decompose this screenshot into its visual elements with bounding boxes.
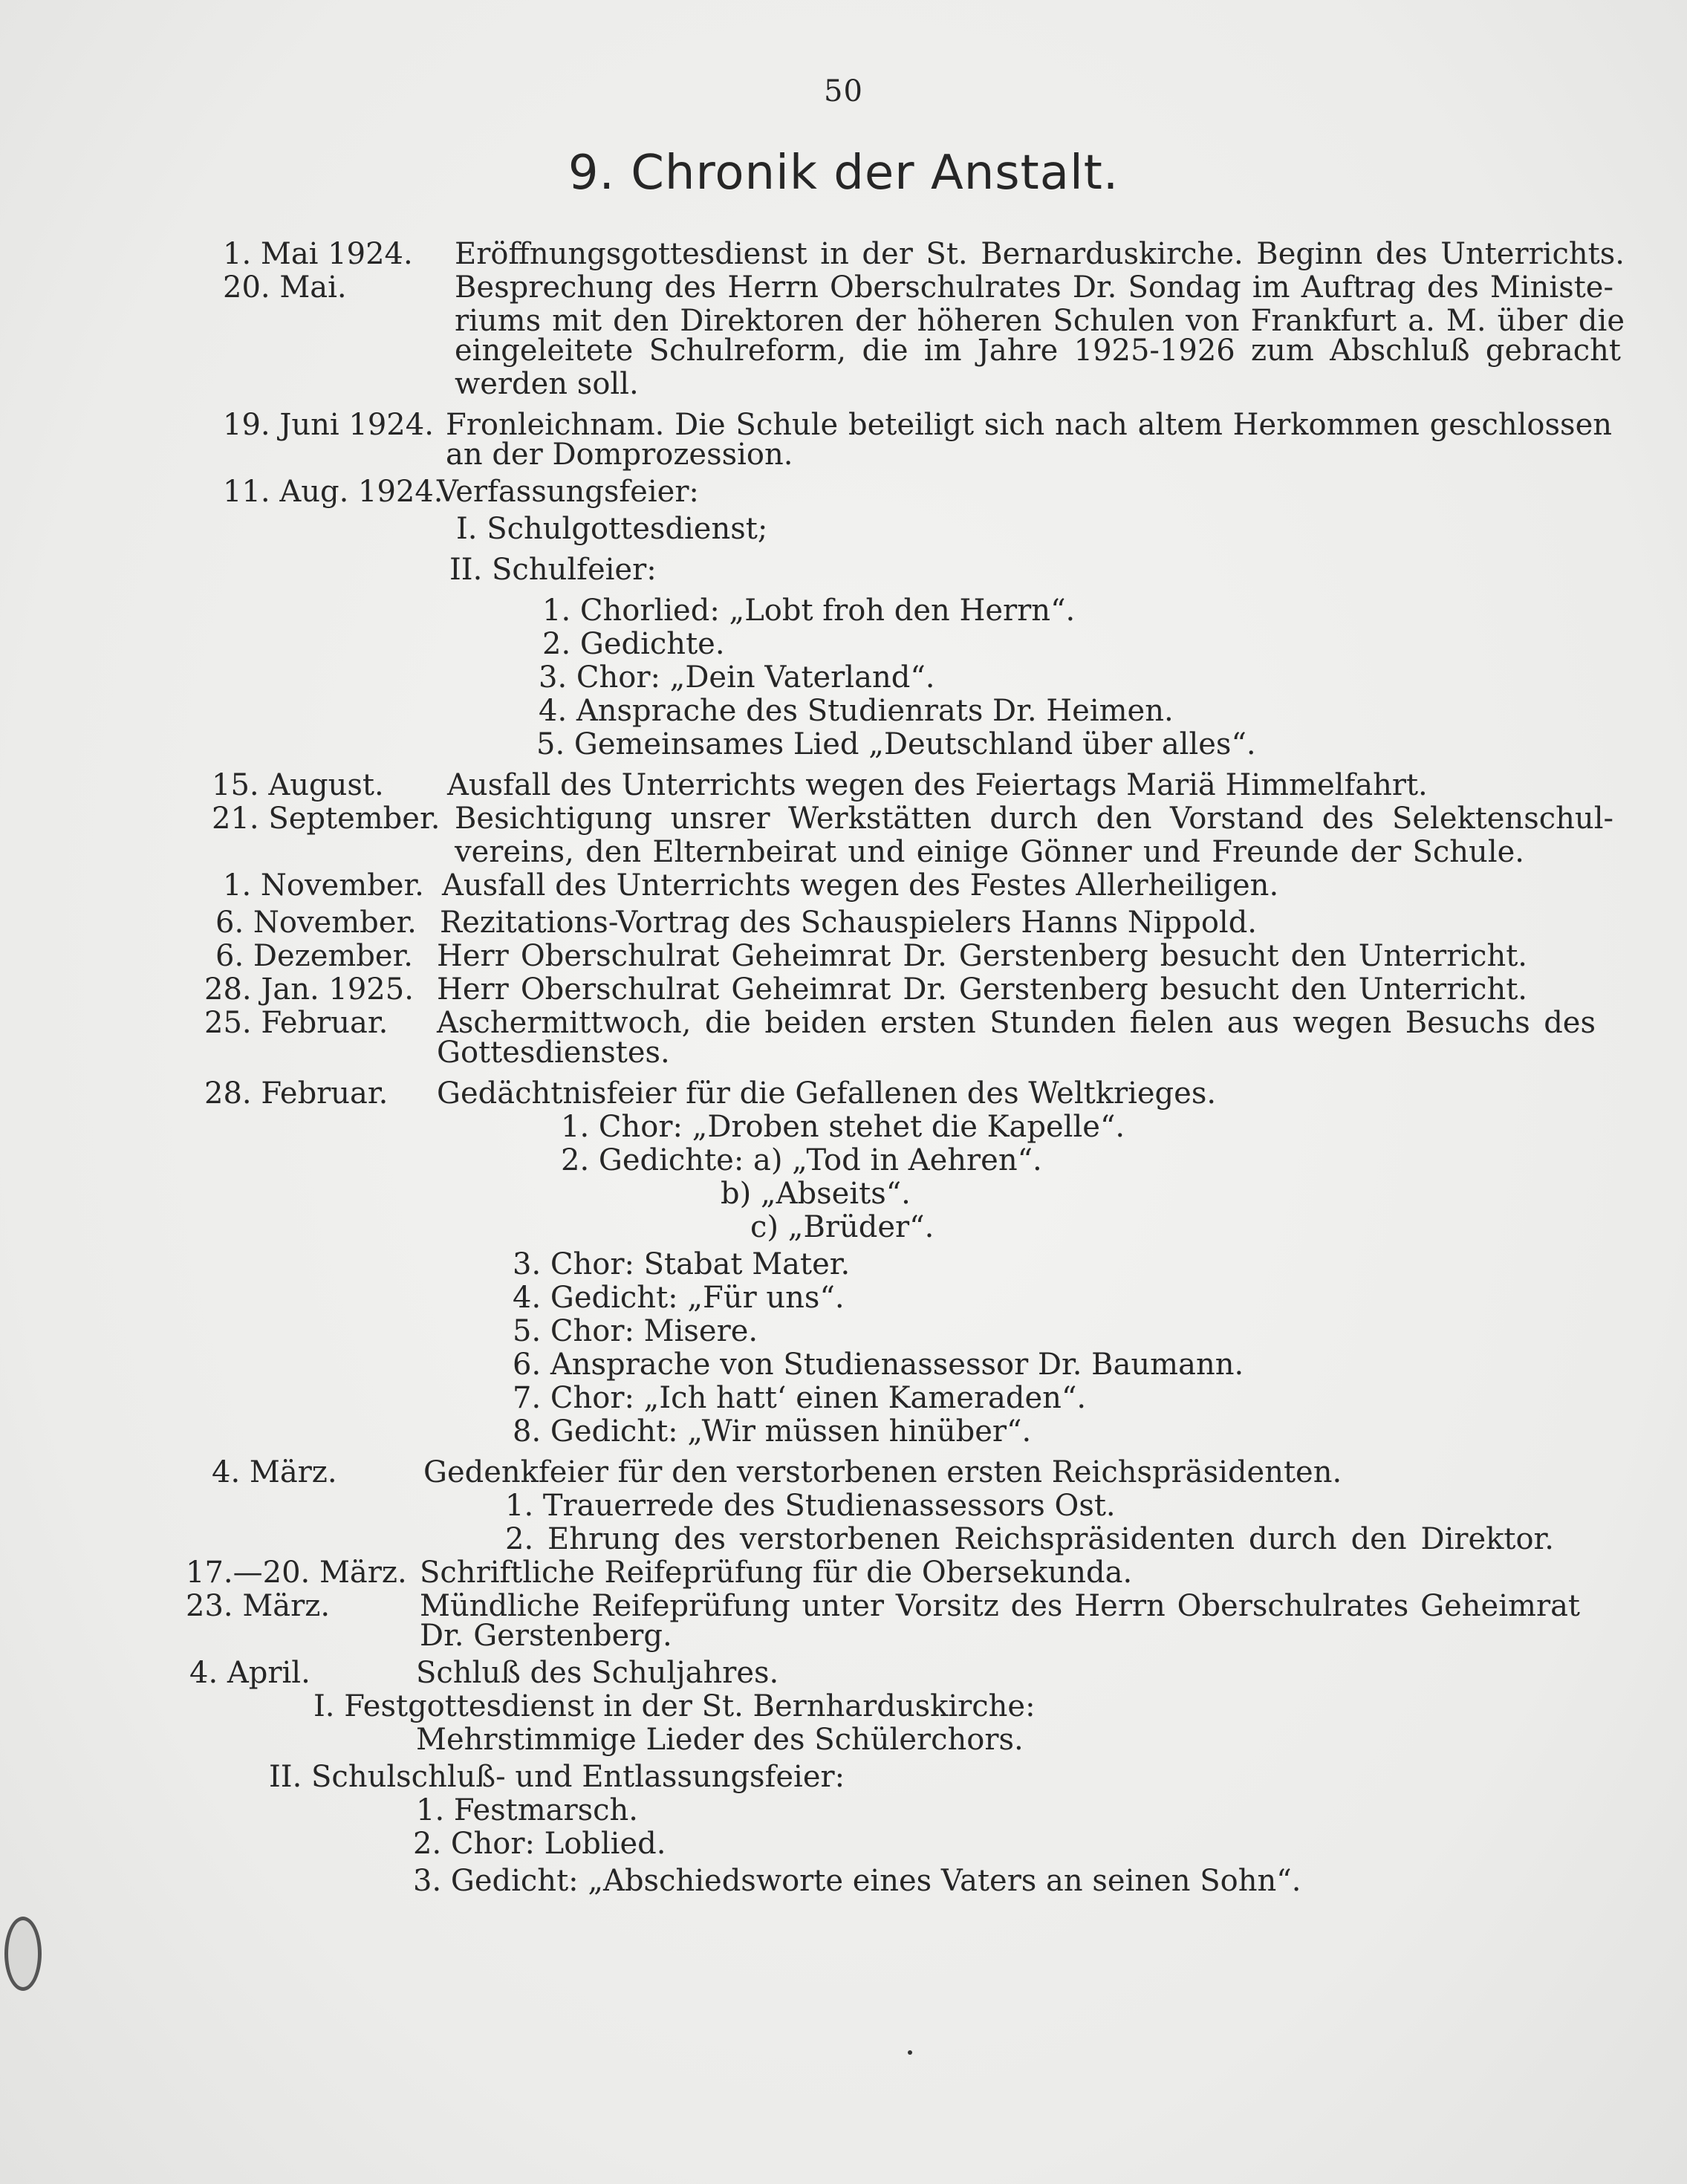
entry-text: Ausfall des Unterrichts wegen des Festes Allerheiligen. <box>442 868 1279 903</box>
entry-text: 7. Chor: „Ich hatt‘ einen Kameraden“. <box>513 1381 1087 1415</box>
entry-text: werden soll. <box>455 367 639 401</box>
entry-text: Dr. Gerstenberg. <box>420 1619 672 1653</box>
entry-text: c) „Brüder“. <box>750 1210 934 1244</box>
entry-text: 1. Festmarsch. <box>416 1793 639 1827</box>
entry-date: 25. Februar. <box>204 1006 389 1040</box>
entry-text: II. Schulschluß- und Entlassungsfeier: <box>269 1760 845 1794</box>
entry-text: I. Festgottesdienst in der St. Bernharduskirche: <box>313 1689 1036 1723</box>
punch-hole <box>4 1917 42 1991</box>
entry-text: 5. Chor: Misere. <box>513 1314 758 1348</box>
entry-text: Besprechung des Herrn Oberschulrates Dr. Sondag im Auftrag des Ministe- <box>455 270 1613 305</box>
entry-text: eingeleitete Schulreform, die im Jahre 1925-1926 zum Abschluß gebracht <box>455 334 1621 368</box>
entry-date: 28. Jan. 1925. <box>204 972 414 1007</box>
entry-text: Schriftliche Reifeprüfung für die Obersekunda. <box>420 1556 1133 1590</box>
entry-text: b) „Abseits“. <box>721 1177 911 1211</box>
entry-text: Gedächtnisfeier für die Gefallenen des Weltkrieges. <box>437 1076 1217 1111</box>
entry-date: 1. Mai 1924. <box>223 237 413 271</box>
entry-text: 3. Chor: „Dein Vaterland“. <box>539 660 935 695</box>
entry-text: 1. Trauerrede des Studienassessors Ost. <box>505 1489 1116 1523</box>
entry-text: 3. Chor: Stabat Mater. <box>513 1247 851 1281</box>
entry-text: an der Domprozession. <box>446 438 793 472</box>
entry-text: 3. Gedicht: „Abschiedsworte eines Vaters an seinen Sohn“. <box>413 1864 1301 1898</box>
entry-date: 6. Dezember. <box>215 939 414 973</box>
footer-mark <box>908 2050 912 2055</box>
entry-date: 6. November. <box>215 906 417 940</box>
entry-date: 23. März. <box>186 1589 331 1623</box>
entry-date: 4. April. <box>189 1656 311 1690</box>
page-title: 9. Chronik der Anstalt. <box>568 146 1119 201</box>
entry-text: Schluß des Schuljahres. <box>416 1656 779 1690</box>
entry-text: 4. Ansprache des Studienrats Dr. Heimen. <box>539 694 1174 728</box>
entry-text: Mehrstimmige Lieder des Schülerchors. <box>416 1723 1024 1757</box>
entry-text: I. Schulgottesdienst; <box>456 512 768 546</box>
entry-text: Verfassungsfeier: <box>437 475 699 509</box>
entry-date: 4. März. <box>212 1455 337 1489</box>
entry-text: 1. Chor: „Droben stehet die Kapelle“. <box>561 1110 1125 1144</box>
entry-text: Ausfall des Unterrichts wegen des Feiertags Mariä Himmelfahrt. <box>447 768 1428 802</box>
entry-date: 1. November. <box>223 868 424 903</box>
entry-text: 1. Chorlied: „Lobt froh den Herrn“. <box>542 594 1076 628</box>
entry-date: 28. Februar. <box>204 1076 389 1111</box>
entry-text: 4. Gedicht: „Für uns“. <box>513 1281 845 1315</box>
entry-text: 5. Gemeinsames Lied „Deutschland über alles“. <box>536 727 1256 761</box>
entry-text: 2. Ehrung des verstorbenen Reichspräsidenten durch den Direktor. <box>505 1522 1554 1556</box>
entry-text: Gottesdienstes. <box>437 1036 670 1070</box>
entry-date: 11. Aug. 1924. <box>223 475 443 509</box>
entry-text: 2. Gedichte. <box>542 627 725 661</box>
entry-date: 15. August. <box>212 768 384 802</box>
entry-text: Gedenkfeier für den verstorbenen ersten Reichspräsidenten. <box>423 1455 1342 1489</box>
entry-text: Rezitations-Vortrag des Schauspielers Hanns Nippold. <box>440 906 1258 940</box>
entry-date: 20. Mai. <box>223 270 347 305</box>
entry-text: 2. Chor: Loblied. <box>413 1827 666 1861</box>
entry-text: 2. Gedichte: a) „Tod in Aehren“. <box>561 1143 1042 1177</box>
page-number: 50 <box>824 74 863 108</box>
entry-text: 8. Gedicht: „Wir müssen hinüber“. <box>513 1414 1032 1449</box>
entry-text: Besichtigung unsrer Werkstätten durch den Vorstand des Selektenschul- <box>455 802 1613 836</box>
entry-text: Herr Oberschulrat Geheimrat Dr. Gerstenberg besucht den Unterricht. <box>437 972 1527 1007</box>
entry-text: Aschermittwoch, die beiden ersten Stunden fielen aus wegen Besuchs des <box>437 1006 1596 1040</box>
entry-text: Eröffnungsgottesdienst in der St. Bernarduskirche. Beginn des Unterrichts. <box>455 237 1625 271</box>
entry-date: 19. Juni 1924. <box>223 408 434 442</box>
entry-text: Fronleichnam. Die Schule beteiligt sich nach altem Herkommen geschlossen <box>446 408 1612 442</box>
entry-date: 17.—20. März. <box>186 1556 407 1590</box>
entry-text: vereins, den Elternbeirat und einige Gönner und Freunde der Schule. <box>455 835 1524 869</box>
entry-text: Herr Oberschulrat Geheimrat Dr. Gerstenberg besucht den Unterricht. <box>437 939 1527 973</box>
entry-text: II. Schulfeier: <box>449 553 657 587</box>
entry-date: 21. September. <box>212 802 441 836</box>
entry-text: Mündliche Reifeprüfung unter Vorsitz des Herrn Oberschulrates Geheimrat <box>420 1589 1580 1623</box>
entry-text: riums mit den Direktoren der höheren Schulen von Frankfurt a. M. über die <box>455 304 1625 338</box>
entry-text: 6. Ansprache von Studienassessor Dr. Baumann. <box>513 1348 1244 1382</box>
